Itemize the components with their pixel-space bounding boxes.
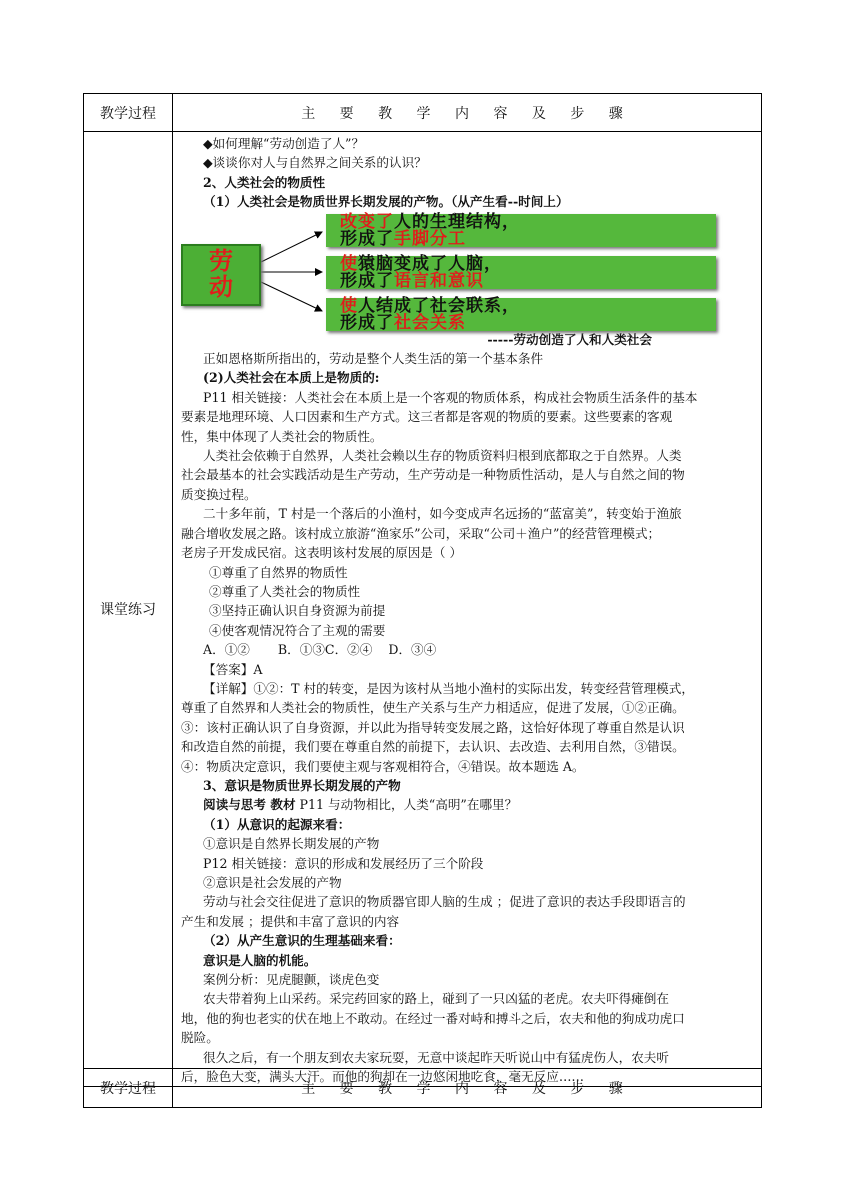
next-header-label: 教学过程 <box>84 1069 173 1108</box>
related-link-p12: P12 相关链接：意识的形成和发展经历了三个阶段 <box>203 855 484 871</box>
effect-box-1 <box>326 211 716 249</box>
paragraph-3-line-2: 社会最基本的社会实践活动是生产劳动，生产劳动是一种物质性活动，是人与自然之间的物 <box>181 467 685 483</box>
case-paragraph-1-line-2: 地，他的狗也老实的伏在地上不敢动。在经过一番对峙和搏斗之后，农夫和他的狗成功虎口 <box>181 1010 685 1026</box>
effect-2-black-a: 猿脑变成了人脑， <box>358 253 502 274</box>
next-page-table <box>83 1068 762 1108</box>
explanation-line-5: ④：物质决定意识，我们要使主观与客观相符合，④错误。故本题选 A。 <box>181 758 585 774</box>
row-label: 课堂练习 <box>84 132 173 1087</box>
effect-2-black-b: 形成了 <box>340 270 394 291</box>
labor-box <box>181 244 261 306</box>
section-3-heading: 3、意识是物质世界长期发展的产物 <box>203 777 401 793</box>
main-table <box>83 93 762 1087</box>
question-1: ◆如何理解“劳动创造了人”？ <box>203 136 365 151</box>
origin-point-2: ②意识是社会发展的产物 <box>203 875 342 890</box>
paragraph-2-line-1: P11 相关链接：人类社会在本质上是一个客观的物质体系，构成社会物质生活条件的基本 <box>203 389 698 405</box>
answer: 【答案】A <box>203 661 263 677</box>
brain-function-heading: 意识是人脑的机能。 <box>203 952 317 968</box>
explanation-line-1: 【详解】①②：T 村的转变，是因为该村从当地小渔村的实际出发，转变经营管理模式， <box>203 680 694 696</box>
read-think-label: 阅读与思考 教材 <box>203 797 296 813</box>
case-paragraph-1-line-1: 农夫带着狗上山采药。采完药回家的路上，碰到了一只凶猛的老虎。农夫吓得瘫倒在 <box>203 991 669 1007</box>
content-cell <box>173 132 762 1087</box>
paragraph-3-line-3: 质变换过程。 <box>181 486 257 502</box>
question-stem-line-3: 老房子开发成民宿。这表明该村发展的原因是（ ） <box>181 545 463 561</box>
effect-1-black-b: 形成了 <box>340 228 394 249</box>
case-paragraph-2-line-1: 很久之后，有一个朋友到农夫家玩耍，无意中谈起昨天听说山中有猛虎伤人，农夫听 <box>203 1049 669 1065</box>
case-analysis-title: 案例分析：见虎腿颤，谈虎色变 <box>203 972 380 988</box>
paragraph-3-line-1: 人类社会依赖于自然界，人类社会赖以生存的物质资料归根到底都取之于自然界。人类 <box>203 448 682 464</box>
paragraph-2-line-3: 性，集中体现了人类社会的物质性。 <box>181 428 383 444</box>
read-think-text: P11 与动物相比，人类“高明”在哪里？ <box>295 797 518 813</box>
labor-social-line-1: 劳动与社会交往促进了意识的物质器官即人脑的生成 ；促进了意识的表达手段即语言的 <box>203 894 686 910</box>
effect-box-3 <box>326 295 716 333</box>
effect-1-red-a: 改变了 <box>340 211 394 232</box>
effect-2-red-a: 使 <box>340 253 358 274</box>
case-paragraph-1-line-3: 脱险。 <box>181 1030 219 1046</box>
effect-3-red-a: 使 <box>340 295 358 316</box>
answer-choices: A．①② B．①③C．②④ D．③④ <box>203 642 437 658</box>
arrow-bottom <box>261 282 322 311</box>
effect-2-red-b: 语言和意识 <box>394 270 484 291</box>
effect-box-2 <box>326 253 716 291</box>
paragraph-2-line-2: 要素是地理环境、人口因素和生产方式。这三者都是客观的物质的要素。这些要素的客观 <box>181 409 673 425</box>
header-label: 教学过程 <box>84 94 173 132</box>
question-stem-line-1: 二十多年前，T 村是一个落后的小渔村，如今变成声名远扬的“蓝富美”，转变始于渔旅 <box>203 506 682 522</box>
section-2-2-heading: (2)人类社会在本质上是物质的: <box>203 370 380 386</box>
section-3-2-heading: （2）从产生意识的生理基础来看： <box>203 933 401 949</box>
option-2: ②尊重了人类社会的物质性 <box>209 583 361 599</box>
arrow-top <box>261 232 322 262</box>
effect-3-black-b: 形成了 <box>340 312 394 333</box>
effect-1-black-a: 人的生理结构， <box>394 211 520 232</box>
case-paragraph-2-line-2: 后，脸色大变，满头大汗。而他的狗却在一边悠闲地吃食，毫无反应…… <box>181 1069 584 1085</box>
explanation-line-4: 和改造自然的前提，我们要在尊重自然的前提下，去认识、去改造、去利用自然，③错误。 <box>181 739 685 755</box>
paragraph-1: 正如恩格斯所指出的，劳动是整个人类生活的第一个基本条件 <box>203 351 544 367</box>
question-stem-line-2: 融合增收发展之路。该村成立旅游“渔家乐”公司，采取“公司＋渔户”的经营管理模式； <box>181 525 661 541</box>
labor-social-line-2: 产生和发展 ；提供和丰富了意识的内容 <box>181 913 400 929</box>
effect-3-black-a: 人结成了社会联系， <box>358 295 520 316</box>
option-1: ①尊重了自然界的物质性 <box>209 564 348 580</box>
header-title: 主 要 教 学 内 容 及 步 骤 <box>173 94 762 132</box>
effect-1-red-b: 手脚分工 <box>394 228 466 249</box>
section-2-heading: 2、人类社会的物质性 <box>203 174 326 190</box>
option-3: ③坚持正确认识自身资源为前提 <box>209 603 386 619</box>
section-3-1-heading: （1）从意识的起源来看： <box>203 816 351 832</box>
explanation-line-3: ③：该村正确认识了自身资源，并以此为指导转变发展之路，这恰好体现了尊重自然是认识 <box>181 719 685 735</box>
read-think-line <box>181 795 747 814</box>
option-4: ④使客观情况符合了主观的需要 <box>209 622 386 638</box>
next-header-title: 主 要 教 学 内 容 及 步 骤 <box>173 1069 762 1108</box>
labor-text: 劳动 <box>209 246 233 301</box>
question-2: ◆谈谈你对人与自然界之间关系的认识？ <box>203 155 427 171</box>
explanation-line-2: 尊重了自然界和人类社会的物质性，使生产关系与生产力相适应，促进了发展，①②正确。 <box>181 700 685 716</box>
effect-3-red-b: 社会关系 <box>394 312 466 333</box>
diagram-caption: -----劳动创造了人和人类社会 <box>487 331 652 347</box>
origin-point-1: ①意识是自然界长期发展的产物 <box>203 836 380 852</box>
labor-diagram <box>181 211 747 333</box>
section-2-1-heading: （1）人类社会是物质世界长期发展的产物。（从产生看--时间上） <box>203 194 569 210</box>
